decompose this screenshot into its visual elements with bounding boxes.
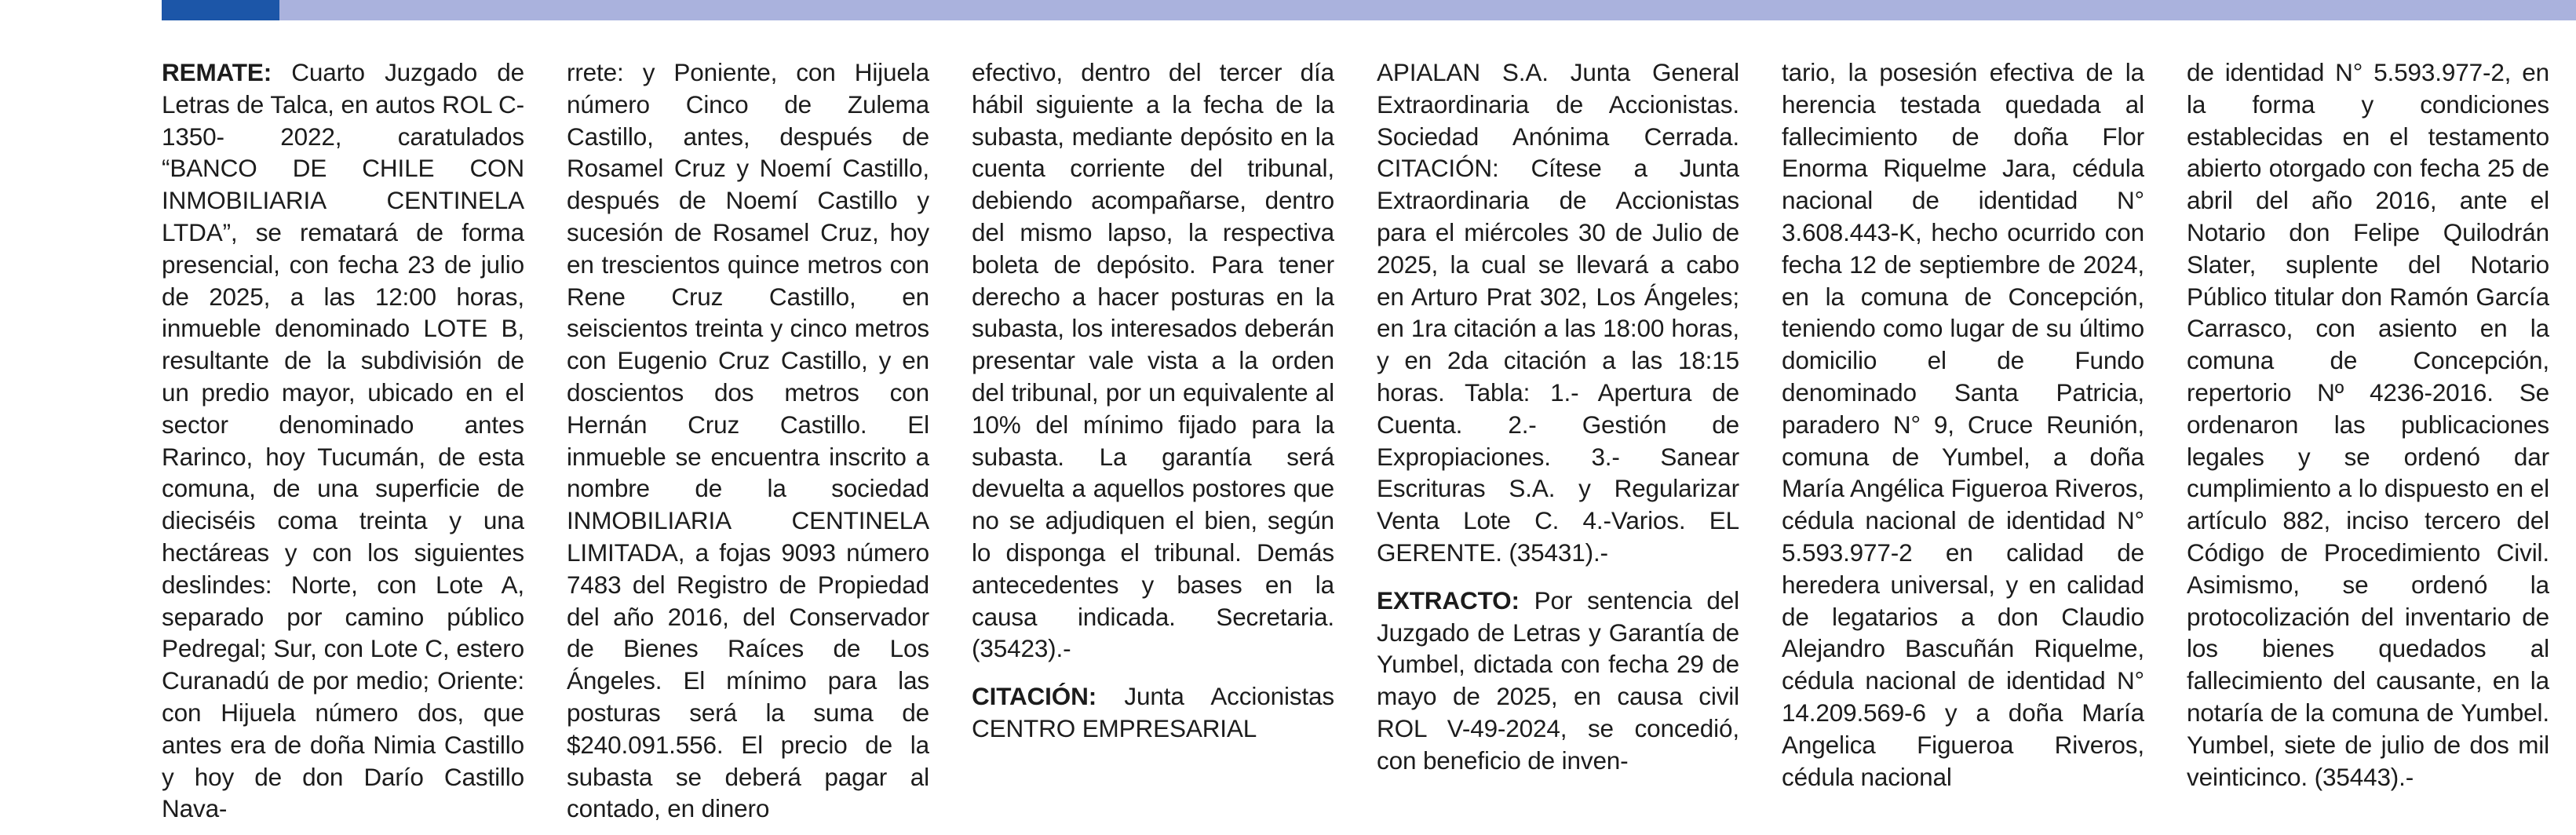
notice-remate-continued (567, 57, 929, 825)
notice-citacion-continued (1377, 57, 1739, 569)
notice-text: rrete: y Poniente, con Hijuela número Cinco de Zulema Castillo, antes, después de Rosamel Cruz y Noemí Castillo, después de Noemí Castillo y sucesión de Rosamel Cruz, hoy en trescientos quince metros con Rene Cruz Castillo, en seiscientos treinta y cinco metros con Eugenio Cruz Castillo, y en doscientos dos metros con Hernán Cruz Castillo. El inmueble se encuentra inscrito a nombre de la sociedad INMOBILIARIA CENTINELA LIMITADA, a fojas 9093 número 7483 del Registro de Propiedad del año 2016, del Conservador de Bienes Raíces de Los Ángeles. El mínimo para las posturas será la suma de $240.091.556. El precio de la subasta se deberá pagar al contado, en dinero (567, 58, 929, 823)
notice-keyword: REMATE: (162, 58, 272, 86)
notice-keyword: CITACIÓN: (972, 682, 1097, 711)
notice-text: Cuarto Juzgado de Letras de Talca, en autos ROL C-1350- 2022, caratulados “BANCO DE CHILE CON INMOBILIARIA CENTINELA LTDA”, se rematará de forma presencial, con fecha 23 de julio de 2025, a las 12:00 horas, inmueble denominado LOTE B, resultante de la subdivisión de un predio mayor, ubicado en el sector denominado antes Rarinco, hoy Tucumán, de esta comuna, de una superficie de dieciséis coma treinta y una hectáreas y con los siguientes deslindes: Norte, con Lote A, separado por camino público Pedregal; Sur, con Lote C, estero Curanadú de por medio; Oriente: con Hijuela número dos, que antes era de doña Nimia Castillo y hoy de don Darío Castillo Nava- (162, 58, 524, 823)
notice-text: efectivo, dentro del tercer día hábil siguiente a la fecha de la subasta, mediante depósito en la cuenta corriente del tribunal, debiendo acompañarse, dentro del mismo lapso, la respectiva boleta de depósito. Para tener derecho a hacer posturas en la subasta, los interesados deberán presentar vale vista a la orden del tribunal, por un equivalente al 10% del mínimo fijado para la subasta. La garantía será devuelta a aquellos postores que no se adjudiquen el bien, según lo disponga el tribunal. Demás antecedentes y bases en la causa indicada. Secretaria. (35423).- (972, 58, 1334, 663)
notice-citacion (972, 680, 1334, 745)
notice-text: APIALAN S.A. Junta General Extraordinaria de Accionistas. Sociedad Anónima Cerrada. CITACIÓN: Cítese a Junta Extraordinaria de Accionistas para el miércoles 30 de Julio de 2025, la cual se llevará a cabo en Arturo Prat 302, Los Ángeles; en 1ra citación a las 18:00 horas, y en 2da citación a las 18:15 horas. Tabla: 1.- Apertura de Cuenta. 2.- Gestión de Expropiaciones. 3.- Sanear Escrituras S.A. y Regularizar Venta Lote C. 4.-Varios. EL GERENTE. (35431).- (1377, 58, 1739, 567)
notice-keyword: EXTRACTO: (1377, 585, 1520, 614)
column-5 (1782, 57, 2144, 826)
notice-text: de identidad N° 5.593.977-2, en la forma y condiciones establecidas en el testamento abierto otorgado con fecha 25 de abril del año 2016, ante el Notario don Felipe Quilodrán Slater, suplente del Notario Público titular don Ramón García Carrasco, con asiento en la comuna de Concepción, repertorio Nº 4236-2016. Se ordenaron las publicaciones legales y se ordenó dar cumplimiento a lo dispuesto en el artículo 882, inciso tercero del Código de Procedimiento Civil. Asimismo, se ordenó la protocolización del inventario de los bienes quedados al fallecimiento del causante, en la notaría de la comuna de Yumbel. Yumbel, siete de julio de dos mil veinticinco. (35443).- (2187, 58, 2549, 791)
notice-remate-end (972, 57, 1334, 665)
column-3 (972, 57, 1334, 826)
column-2 (567, 57, 929, 826)
column-6 (2187, 57, 2549, 826)
header-band (162, 0, 2576, 20)
notice-text: Junta Accionistas CENTRO EMPRESARIAL (972, 682, 1334, 742)
header-tab (162, 0, 279, 20)
notice-remate (162, 57, 524, 825)
notice-text: Por sentencia del Juzgado de Letras y Garantía de Yumbel, dictada con fecha 29 de mayo de 2025, en causa civil ROL V-49-2024, se concedió, con beneficio de inven- (1377, 585, 1739, 775)
notice-text: tario, la posesión efectiva de la herencia testada quedada al fallecimiento de doña Flor Enorma Riquelme Jara, cédula nacional de identidad N° 3.608.443-K, hecho ocurrido con fecha 12 de septiembre de 2024, en la comuna de Concepción, teniendo como lugar de su último domicilio el de Fundo denominado Santa Patricia, paradero N° 9, Cruce Reunión, comuna de Yumbel, a doña María Angélica Figueroa Riveros, cédula nacional de identidad N° 5.593.977-2 en calidad de heredera universal, y en calidad de legatarios a don Claudio Alejandro Bascuñán Riquelme, cédula nacional de identidad N° 14.209.569-6 y a doña María Angelica Figueroa Riveros, cédula nacional (1782, 58, 2144, 791)
notice-extracto (1377, 585, 1739, 777)
notice-extracto-continued (1782, 57, 2144, 793)
column-4 (1377, 57, 1739, 826)
column-1 (162, 57, 524, 826)
notice-extracto-end (2187, 57, 2549, 793)
notices-columns (162, 57, 2548, 826)
